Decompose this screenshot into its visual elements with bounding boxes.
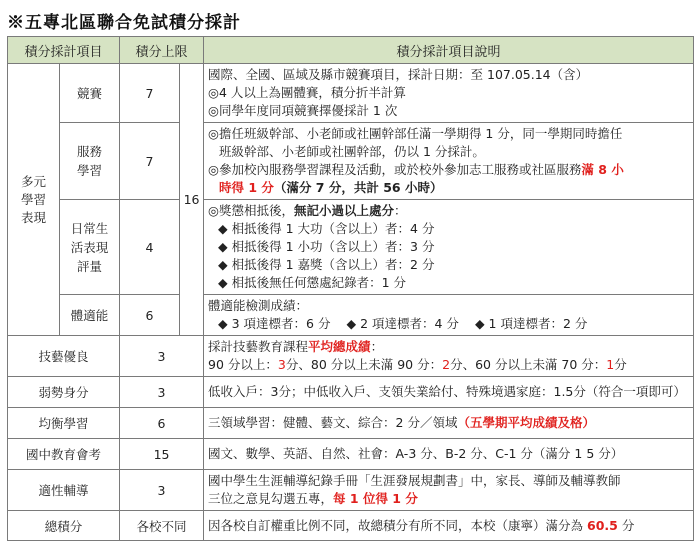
cap-service: 7 <box>120 123 180 200</box>
item-exam: 國中教育會考 <box>8 439 120 470</box>
table-header-row <box>8 37 694 64</box>
desc-disadvantaged: 低收入戶：3分；中低收入戶、支領失業給付、特殊境遇家庭：1.5分（符合一項即可） <box>204 377 694 408</box>
item-service: 服務 學習 <box>60 123 120 200</box>
category-multi: 多元 學習 表現 <box>8 64 60 336</box>
table-row <box>8 200 694 295</box>
item-competition: 競賽 <box>60 64 120 123</box>
cap-guidance: 3 <box>120 470 204 511</box>
desc-total: 因各校自訂權重比例不同，故總積分有所不同，本校（康寧）滿分為 60.5 分 <box>204 511 694 541</box>
desc-daily: ◎獎懲相抵後，無記小過以上處分： ◆ 相抵後得 1 大功（含以上）者：4 分 ◆ 相抵後得 1 小功（含以上）者：3 分 ◆ 相抵後得 1 嘉獎（含以上）者：2 分 ◆ 相抵後無任何懲處紀錄者：1 分 <box>204 200 694 295</box>
item-daily: 日常生 活表現 評量 <box>60 200 120 295</box>
score-table <box>7 36 694 541</box>
header-item: 積分採計項目 <box>8 37 120 64</box>
desc-fitness: 體適能檢測成績： ◆ 3 項達標者：6 分 ◆ 2 項達標者：4 分 ◆ 1 項達標者：2 分 <box>204 295 694 336</box>
cap-exam: 15 <box>120 439 204 470</box>
table-row <box>8 439 694 470</box>
table-row <box>8 336 694 377</box>
header-desc: 積分採計項目說明 <box>204 37 694 64</box>
desc-guidance: 國中學生生涯輔導紀錄手冊「生涯發展規劃書」中，家長、導師及輔導教師 三位之意見勾選五專，每 1 位得 1 分 <box>204 470 694 511</box>
cap-balanced: 6 <box>120 408 204 439</box>
cap-competition: 7 <box>120 64 180 123</box>
desc-exam: 國文、數學、英語、自然、社會：A-3 分、B-2 分、C-1 分（滿分 1 5 分） <box>204 439 694 470</box>
cap-daily: 4 <box>120 200 180 295</box>
desc-service: ◎擔任班級幹部、小老師或社團幹部任滿一學期得 1 分，同一學期同時擔任 班級幹部、小老師或社團幹部，仍以 1 分採計。 ◎參加校內服務學習課程及活動，或於校外參加志工服務或社區服務滿 8 小 時得 1 分（滿分 7 分，共計 56 小時） <box>204 123 694 200</box>
page-title: ※五專北區聯合免試積分採計 <box>7 13 241 33</box>
table-row <box>8 408 694 439</box>
cap-total: 各校不同 <box>120 511 204 541</box>
item-balanced: 均衡學習 <box>8 408 120 439</box>
cap-disadvantaged: 3 <box>120 377 204 408</box>
table-row <box>8 377 694 408</box>
desc-skill: 採計技藝教育課程平均總成績： 90 分以上：3分、80 分以上未滿 90 分：2分、60 分以上未滿 70 分：1分 <box>204 336 694 377</box>
desc-competition: 國際、全國、區域及縣市競賽項目，採計日期：至 107.05.14（含） ◎4 人以上為團體賽，積分折半計算 ◎同學年度同項競賽擇優採計 1 次 <box>204 64 694 123</box>
item-skill: 技藝優良 <box>8 336 120 377</box>
total-score: 60.5 <box>587 517 618 533</box>
table-row <box>8 123 694 200</box>
item-disadvantaged: 弱勢身分 <box>8 377 120 408</box>
cap-fitness: 6 <box>120 295 180 336</box>
cap-skill: 3 <box>120 336 204 377</box>
desc-balanced: 三領域學習：健體、藝文、綜合：2 分／領域（五學期平均成績及格） <box>204 408 694 439</box>
item-guidance: 適性輔導 <box>8 470 120 511</box>
item-total: 總積分 <box>8 511 120 541</box>
table-row <box>8 470 694 511</box>
service-hours-highlight: 滿 8 小 <box>581 162 624 177</box>
item-fitness: 體適能 <box>60 295 120 336</box>
cap-multi-total: 16 <box>180 64 204 336</box>
table-row <box>8 295 694 336</box>
table-row <box>8 64 694 123</box>
header-cap: 積分上限 <box>120 37 204 64</box>
table-row <box>8 511 694 541</box>
